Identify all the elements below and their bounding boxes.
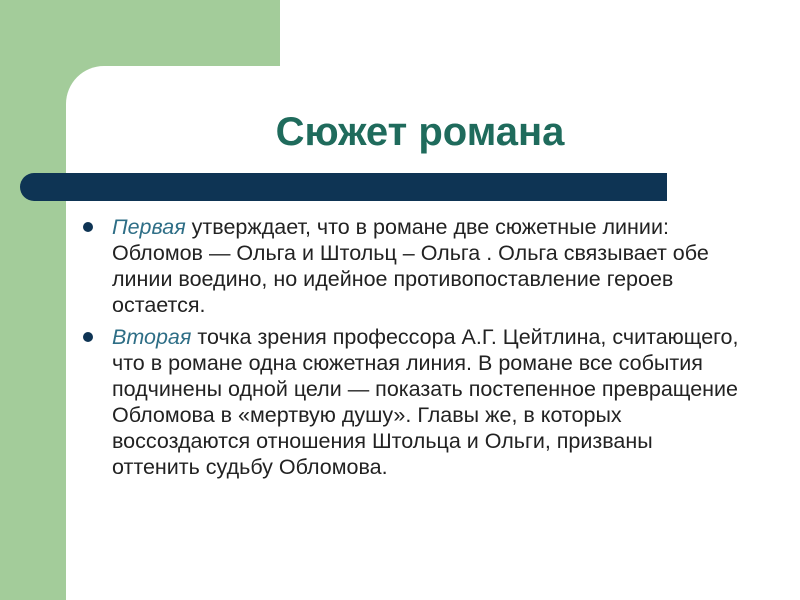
bullet-list bbox=[83, 214, 743, 486]
bullet-lead-word: Первая bbox=[112, 215, 186, 239]
bullet-text: утверждает, что в романе две сюжетные линии: Обломов — Ольга и Штольц – Ольга . Ольга связывает обе линии воедино, но идейное противопоставление героев остается. bbox=[112, 215, 709, 317]
title-divider-bar bbox=[20, 173, 667, 201]
bullet-item-second bbox=[83, 324, 743, 480]
slide-title: Сюжет романа bbox=[275, 110, 565, 154]
bullet-lead-word: Вторая bbox=[112, 325, 192, 349]
bullet-text: точка зрения профессора А.Г. Цейтлина, считающего, что в романе одна сюжетная линия. В романе все события подчинены одной цели — показать постепенное превращение Обломова в «мертвую душу». Главы же, в которых воссоздаются отношения Штольца и Ольги, призваны оттенить судьбу Обломова. bbox=[112, 325, 739, 479]
bullet-item-first bbox=[83, 214, 743, 318]
bullet-dot-icon bbox=[83, 332, 93, 342]
bullet-dot-icon bbox=[83, 222, 93, 232]
